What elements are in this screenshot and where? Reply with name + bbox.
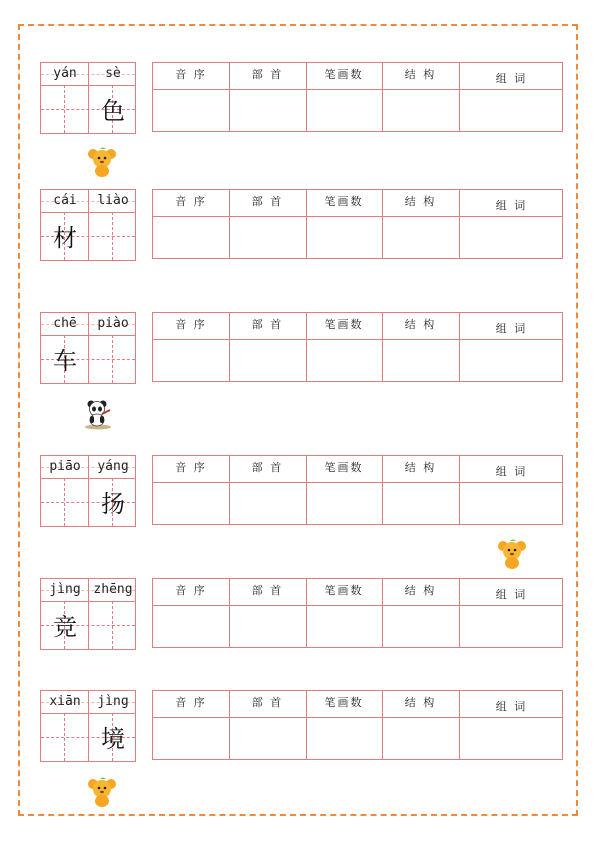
- table-header-cell: 部 首: [251, 195, 284, 208]
- hanzi-left: 材: [53, 224, 77, 252]
- table-header-cell: 笔画数: [324, 195, 364, 208]
- exercise-row: [0, 62, 596, 136]
- table-header-cell: 音 序: [175, 318, 207, 331]
- answer-cell[interactable]: [306, 217, 382, 258]
- orange-bear-icon: [86, 146, 118, 178]
- table-header-cell: 笔画数: [324, 461, 364, 474]
- table-header-cell: 音 序: [175, 584, 207, 597]
- table-header-cell: 音 序: [175, 696, 207, 709]
- analysis-table: [152, 62, 563, 132]
- tianzige-grid: [40, 312, 136, 384]
- answer-cell[interactable]: [382, 718, 459, 759]
- panda-icon: [82, 398, 114, 430]
- answer-cell[interactable]: [459, 90, 564, 131]
- answer-cell[interactable]: [459, 340, 564, 381]
- answer-cell[interactable]: [382, 340, 459, 381]
- analysis-table: [152, 578, 563, 648]
- table-header-cell: 笔画数: [324, 318, 364, 331]
- pinyin-right: liào: [97, 193, 129, 208]
- table-header-cell: 结 构: [404, 68, 437, 81]
- answer-cell[interactable]: [306, 483, 382, 524]
- pinyin-left: yán: [53, 66, 77, 81]
- hanzi-right: 境: [101, 725, 125, 753]
- answer-cell[interactable]: [459, 718, 564, 759]
- table-header-cell: 部 首: [251, 696, 284, 709]
- pinyin-right: yáng: [97, 459, 129, 474]
- pinyin-left: xiān: [49, 694, 81, 709]
- pinyin-right: sè: [105, 66, 121, 81]
- orange-bear-icon: [496, 538, 528, 570]
- analysis-table: [152, 312, 563, 382]
- table-header-cell: 组 词: [495, 700, 528, 713]
- table-header-cell: 结 构: [404, 195, 437, 208]
- table-header-cell: 结 构: [404, 461, 437, 474]
- pinyin-right: piào: [97, 316, 129, 331]
- tianzige-grid: [40, 62, 136, 134]
- answer-cell[interactable]: [229, 217, 306, 258]
- answer-cell[interactable]: [306, 90, 382, 131]
- tianzige-grid: [40, 189, 136, 261]
- hanzi-right: 色: [101, 97, 125, 125]
- table-header-cell: 笔画数: [324, 696, 364, 709]
- table-header-cell: 部 首: [251, 318, 284, 331]
- hanzi-right: 扬: [101, 490, 125, 518]
- table-header-cell: 结 构: [404, 318, 437, 331]
- answer-cell[interactable]: [382, 606, 459, 647]
- table-header-cell: 部 首: [251, 68, 284, 81]
- table-header-cell: 组 词: [495, 72, 528, 85]
- answer-cell[interactable]: [153, 90, 229, 131]
- hanzi-right: [89, 339, 137, 383]
- answer-cell[interactable]: [459, 606, 564, 647]
- table-header-cell: 组 词: [495, 465, 528, 478]
- hanzi-left: [41, 482, 89, 526]
- hanzi-right: [89, 216, 137, 260]
- exercise-row: [0, 312, 596, 386]
- table-header-cell: 音 序: [175, 68, 207, 81]
- answer-cell[interactable]: [382, 483, 459, 524]
- answer-cell[interactable]: [306, 340, 382, 381]
- analysis-table: [152, 455, 563, 525]
- table-header-cell: 组 词: [495, 322, 528, 335]
- answer-cell[interactable]: [306, 606, 382, 647]
- answer-cell[interactable]: [306, 718, 382, 759]
- hanzi-left: 车: [53, 347, 77, 375]
- answer-cell[interactable]: [153, 217, 229, 258]
- table-header-cell: 部 首: [251, 584, 284, 597]
- table-header-cell: 部 首: [251, 461, 284, 474]
- answer-cell[interactable]: [153, 718, 229, 759]
- answer-cell[interactable]: [153, 340, 229, 381]
- table-header-cell: 音 序: [175, 461, 207, 474]
- table-header-cell: 笔画数: [324, 68, 364, 81]
- table-header-cell: 组 词: [495, 199, 528, 212]
- orange-bear-icon: [86, 776, 118, 808]
- answer-cell[interactable]: [229, 483, 306, 524]
- pinyin-left: piāo: [49, 459, 81, 474]
- exercise-row: [0, 455, 596, 529]
- hanzi-left: 竞: [53, 613, 77, 641]
- answer-cell[interactable]: [382, 90, 459, 131]
- hanzi-right: [89, 605, 137, 649]
- tianzige-grid: [40, 455, 136, 527]
- table-header-cell: 结 构: [404, 696, 437, 709]
- table-header-cell: 音 序: [175, 195, 207, 208]
- analysis-table: [152, 690, 563, 760]
- answer-cell[interactable]: [229, 90, 306, 131]
- exercise-row: [0, 189, 596, 263]
- hanzi-left: [41, 89, 89, 133]
- answer-cell[interactable]: [382, 217, 459, 258]
- pinyin-left: jìng: [49, 582, 81, 597]
- answer-cell[interactable]: [229, 606, 306, 647]
- pinyin-left: cái: [53, 193, 77, 208]
- answer-cell[interactable]: [229, 718, 306, 759]
- hanzi-left: [41, 717, 89, 761]
- answer-cell[interactable]: [153, 483, 229, 524]
- answer-cell[interactable]: [459, 217, 564, 258]
- pinyin-right: zhēng: [93, 582, 133, 597]
- table-header-cell: 组 词: [495, 588, 528, 601]
- analysis-table: [152, 189, 563, 259]
- table-header-cell: 笔画数: [324, 584, 364, 597]
- exercise-row: [0, 578, 596, 652]
- table-header-cell: 结 构: [404, 584, 437, 597]
- answer-cell[interactable]: [153, 606, 229, 647]
- tianzige-grid: [40, 578, 136, 650]
- answer-cell[interactable]: [229, 340, 306, 381]
- pinyin-right: jìng: [97, 694, 129, 709]
- answer-cell[interactable]: [459, 483, 564, 524]
- pinyin-left: chē: [53, 316, 77, 331]
- tianzige-grid: [40, 690, 136, 762]
- exercise-row: [0, 690, 596, 764]
